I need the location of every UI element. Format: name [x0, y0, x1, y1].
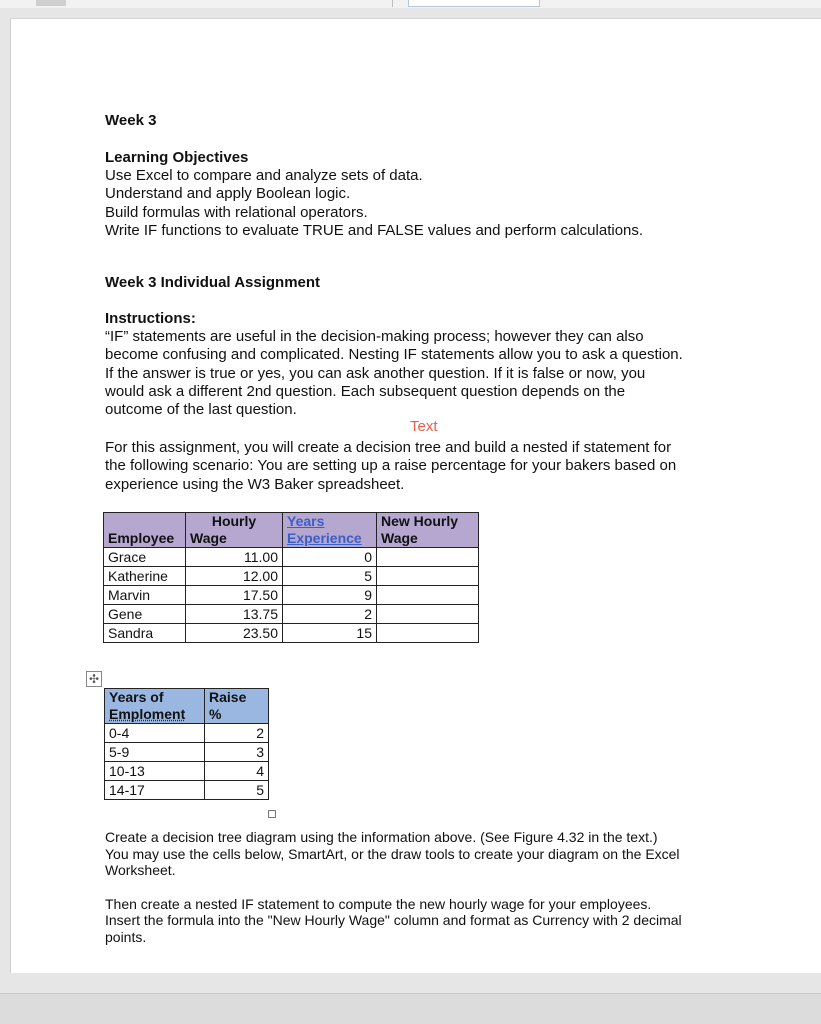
cell-wage[interactable]: 12.00	[186, 567, 283, 586]
cell-range[interactable]: 10-13	[105, 762, 205, 781]
cell-employee[interactable]: Katherine	[104, 567, 186, 586]
cell-employee[interactable]: Gene	[104, 605, 186, 624]
cell-raise[interactable]: 5	[205, 781, 269, 800]
assignment-title: Week 3 Individual Assignment	[105, 274, 321, 291]
header-employee[interactable]: Employee	[104, 513, 186, 548]
cell-years[interactable]: 9	[283, 586, 377, 605]
page-title: Week 3	[105, 112, 157, 129]
closing-line: Worksheet.	[105, 862, 176, 878]
text-annotation[interactable]: Text	[410, 418, 438, 435]
cell-new-wage[interactable]	[377, 586, 479, 605]
cell-years[interactable]: 0	[283, 548, 377, 567]
cell-employee[interactable]: Grace	[104, 548, 186, 567]
objective-item: Understand and apply Boolean logic.	[105, 185, 351, 202]
header-years-of-employment[interactable]: Years of Emploment	[105, 689, 205, 724]
table-row	[105, 762, 269, 781]
cell-wage[interactable]: 11.00	[186, 548, 283, 567]
employee-table	[103, 512, 479, 643]
cell-employee[interactable]: Marvin	[104, 586, 186, 605]
resize-handle-icon[interactable]	[268, 810, 276, 818]
move-handle-icon[interactable]: ✣	[86, 671, 102, 687]
instructions-line: “IF” statements are useful in the decision-making process; however they can also	[105, 328, 644, 345]
objective-item: Write IF functions to evaluate TRUE and FALSE values and perform calculations.	[105, 222, 644, 239]
cell-range[interactable]: 14-17	[105, 781, 205, 800]
cell-years[interactable]: 15	[283, 624, 377, 643]
cell-raise[interactable]: 4	[205, 762, 269, 781]
instructions-title: Instructions:	[105, 310, 196, 327]
cell-raise[interactable]: 3	[205, 743, 269, 762]
raise-table	[104, 688, 269, 800]
table-row	[105, 724, 269, 743]
scenario-line: the following scenario: You are setting up a raise percentage for your bakers based on	[105, 457, 677, 474]
cell-years[interactable]: 5	[283, 567, 377, 586]
table-row	[104, 586, 479, 605]
table-row	[105, 781, 269, 800]
scenario-line: experience using the W3 Baker spreadsheet.	[105, 476, 405, 493]
instructions-line: become confusing and complicated. Nesting IF statements allow you to ask a question.	[105, 346, 683, 363]
cell-wage[interactable]: 23.50	[186, 624, 283, 643]
table-row	[104, 605, 479, 624]
top-toolbar	[0, 0, 821, 8]
objective-item: Use Excel to compare and analyze sets of data.	[105, 167, 423, 184]
toolbar-divider	[392, 0, 393, 7]
objectives-title: Learning Objectives	[105, 149, 249, 166]
toolbar-tab[interactable]	[36, 0, 66, 6]
cell-new-wage[interactable]	[377, 567, 479, 586]
closing-line: Create a decision tree diagram using the information above. (See Figure 4.32 in the text.)	[105, 829, 658, 845]
scenario-line: For this assignment, you will create a decision tree and build a nested if statement for	[105, 439, 672, 456]
cell-years[interactable]: 2	[283, 605, 377, 624]
objective-item: Build formulas with relational operators.	[105, 204, 368, 221]
cell-employee[interactable]: Sandra	[104, 624, 186, 643]
cell-wage[interactable]: 13.75	[186, 605, 283, 624]
cell-new-wage[interactable]	[377, 624, 479, 643]
table-row	[104, 567, 479, 586]
header-new-hourly-wage[interactable]: New Hourly Wage	[377, 513, 479, 548]
cell-range[interactable]: 0-4	[105, 724, 205, 743]
cell-wage[interactable]: 17.50	[186, 586, 283, 605]
closing-line: Then create a nested IF statement to compute the new hourly wage for your employees.	[105, 896, 652, 912]
header-raise[interactable]: Raise %	[205, 689, 269, 724]
cell-new-wage[interactable]	[377, 548, 479, 567]
instructions-line: If the answer is true or yes, you can ask another question. If it is false or now, you	[105, 365, 646, 382]
cell-range[interactable]: 5-9	[105, 743, 205, 762]
table-header-row	[105, 689, 269, 724]
table-row	[105, 743, 269, 762]
closing-line: You may use the cells below, SmartArt, or the draw tools to create your diagram on the Excel	[105, 846, 680, 862]
cell-raise[interactable]: 2	[205, 724, 269, 743]
closing-line: Insert the formula into the "New Hourly Wage" column and format as Currency with 2 decimal	[105, 912, 682, 928]
instructions-line: would ask a different 2nd question. Each subsequent question depends on the	[105, 383, 626, 400]
table-row	[104, 624, 479, 643]
instructions-line: outcome of the last question.	[105, 401, 297, 418]
cell-new-wage[interactable]	[377, 605, 479, 624]
bottom-bar	[0, 994, 821, 1024]
toolbar-field[interactable]	[408, 0, 540, 7]
table-header-row	[104, 513, 479, 548]
header-years-experience[interactable]: Years Experience	[283, 513, 377, 548]
header-hourly-wage[interactable]: Hourly Wage	[186, 513, 283, 548]
closing-line: points.	[105, 929, 147, 945]
table-row	[104, 548, 479, 567]
